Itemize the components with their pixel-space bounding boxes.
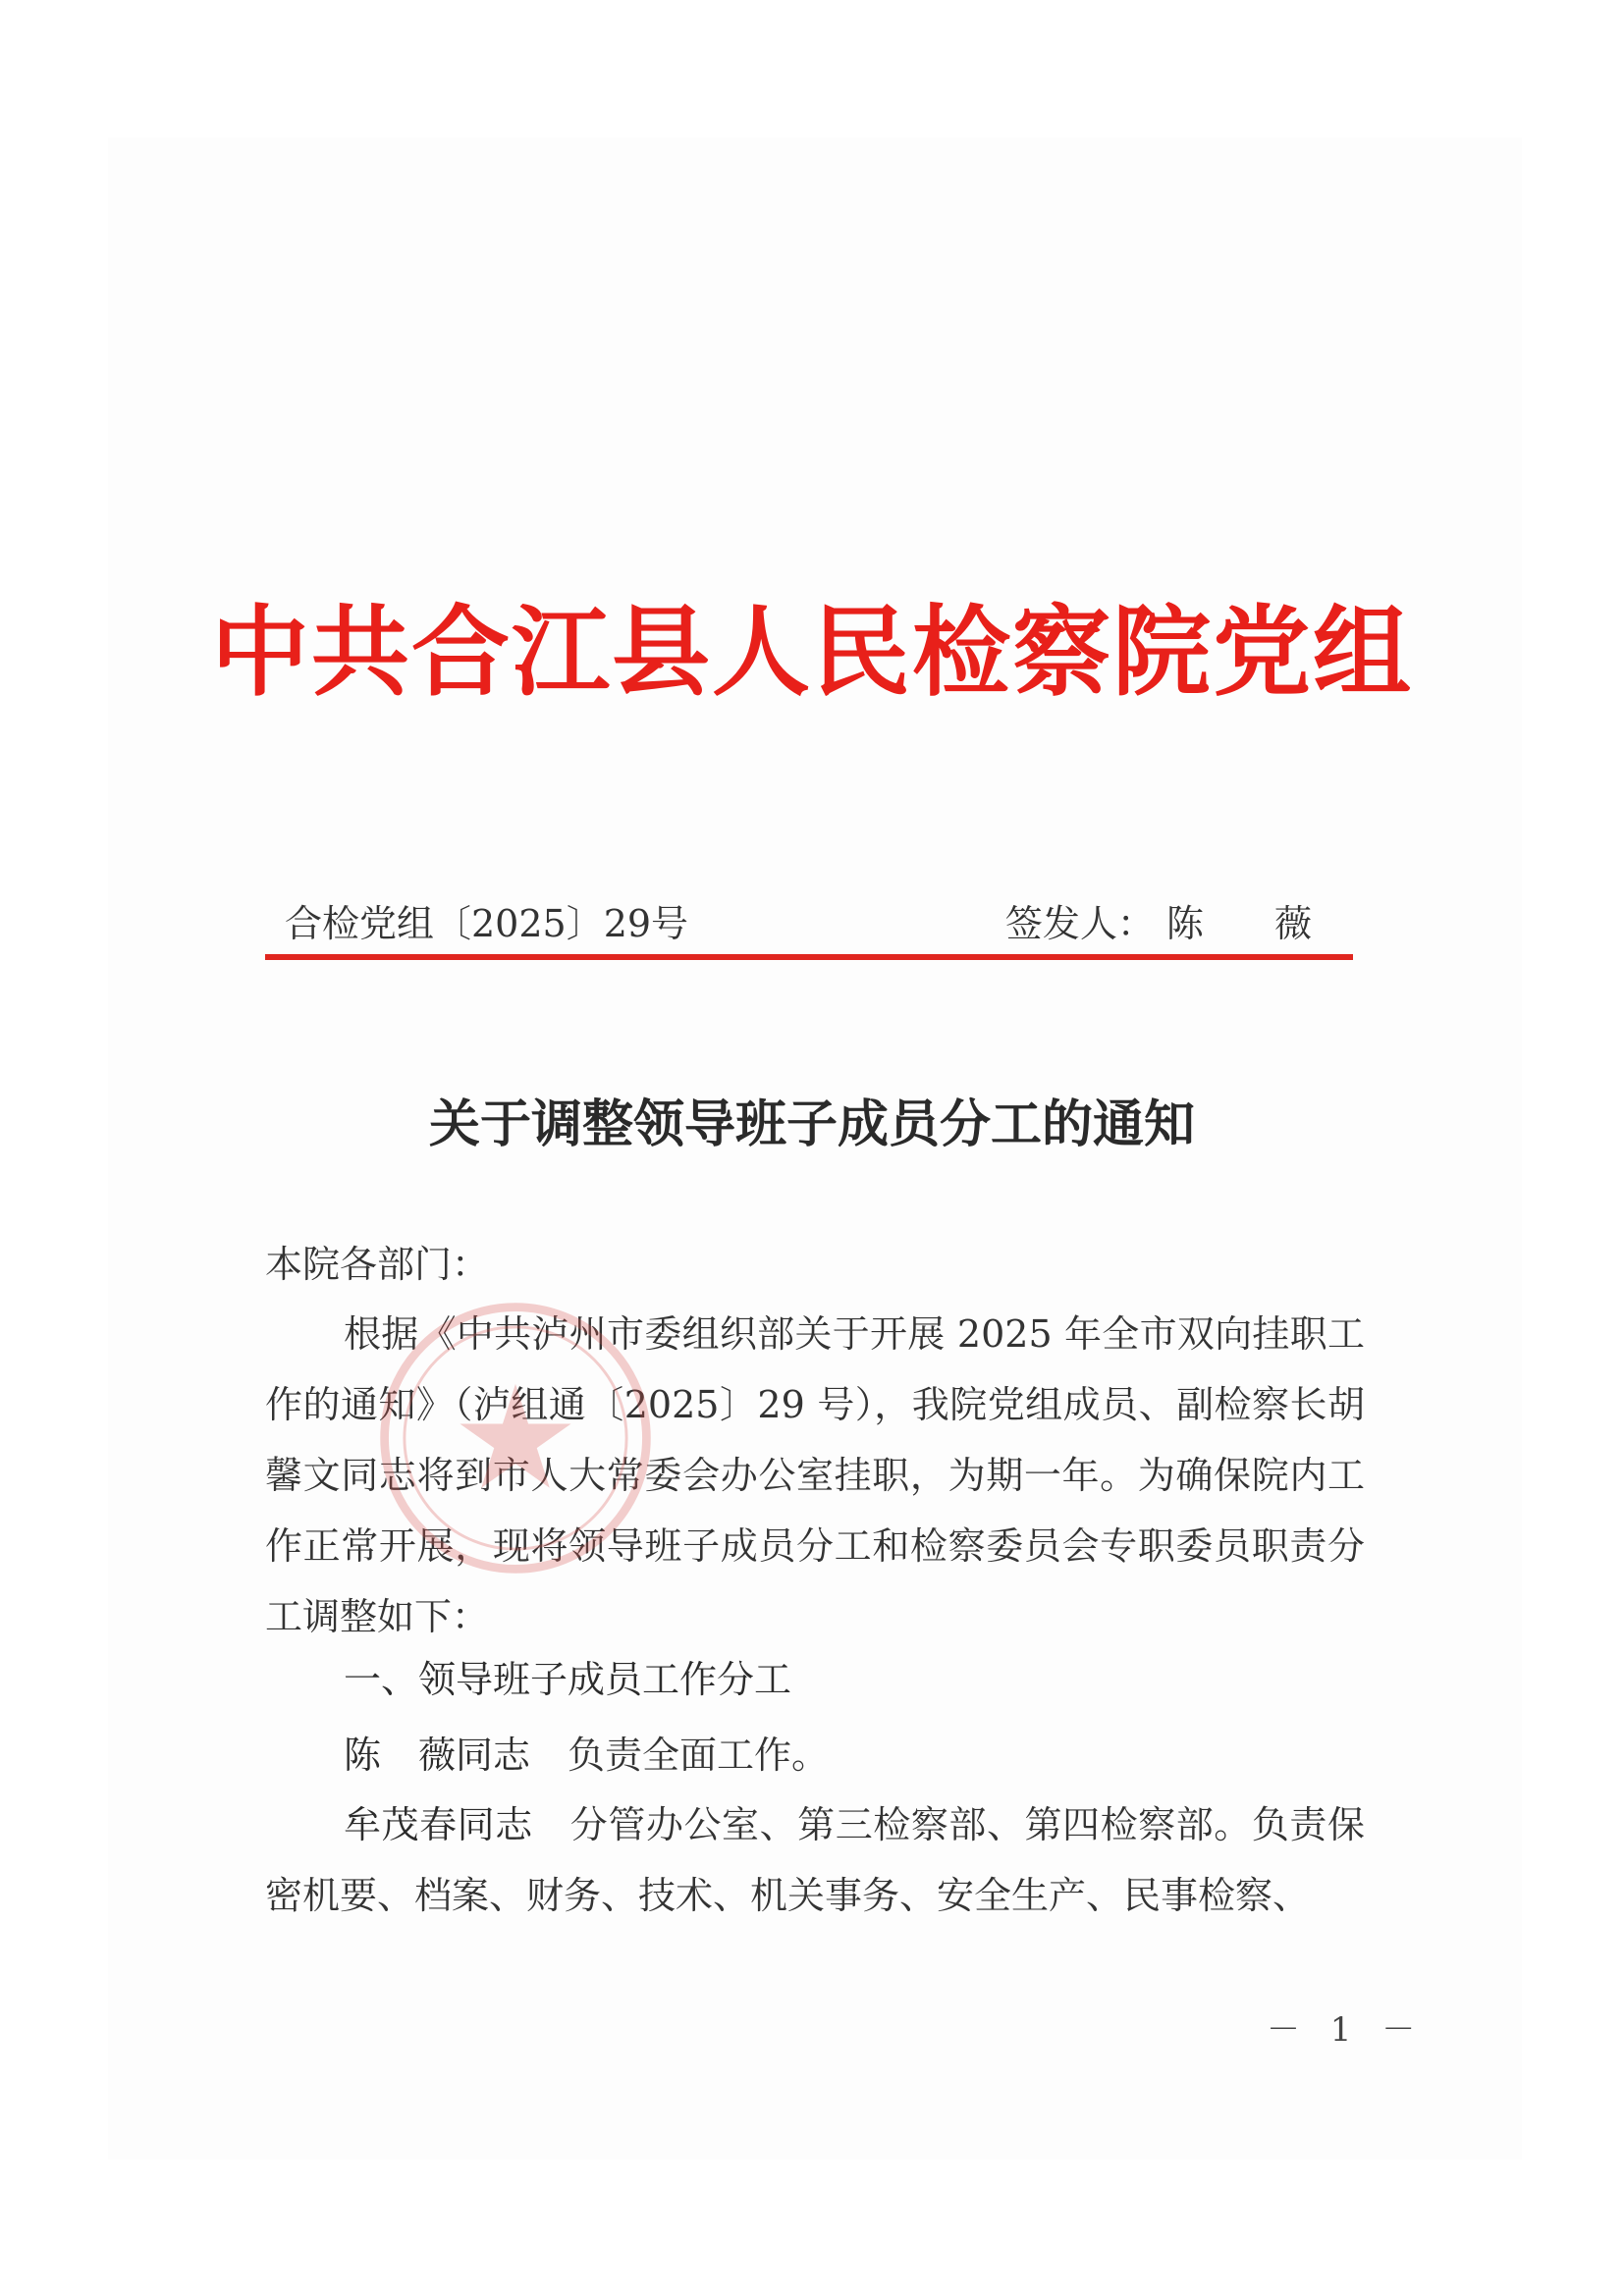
issuer-name: 陈 薇 [1165,902,1341,945]
duty-text: 分管办公室、第三检察部、第四检察部。负责保密机要、档案、财务、技术、机关事务、安全生产、民事检察、 [265,1803,1365,1917]
document-title: 关于调整领导班子成员分工的通知 [428,1095,1195,1154]
section-heading: 一、领导班子成员工作分工 [344,1658,792,1701]
duty-item [265,1789,1365,1931]
duty-person: 陈 薇同志 [344,1734,531,1777]
issuer [1005,893,1341,947]
official-seal-icon [373,1296,658,1580]
duty-person: 牟茂春同志 [344,1803,533,1846]
duty-item [265,1720,1365,1790]
body-paragraph: 根据《中共泸州市委组织部关于开展 2025 年全市双向挂职工作的通知》（泸组通〔2025〕29 号），我院党组成员、副检察长胡馨文同志将到市人大常委会办公室挂职，为期一年。为确保院内工作正常开展，现将领导班子成员分工和检察委员会专职委员职责分工调整如下： [265,1312,1365,1638]
salutation: 本院各部门： [265,1243,490,1286]
issuer-label: 签发人： [1004,902,1155,945]
document-number: 合检党组〔2025〕29号 [285,902,689,945]
page-number: － 1 － [1267,2010,1426,2050]
duty-text: 负责全面工作。 [568,1734,830,1777]
masthead-red-rule [265,954,1353,960]
masthead-organization: 中共合江县人民检察院党组 [211,595,1413,710]
